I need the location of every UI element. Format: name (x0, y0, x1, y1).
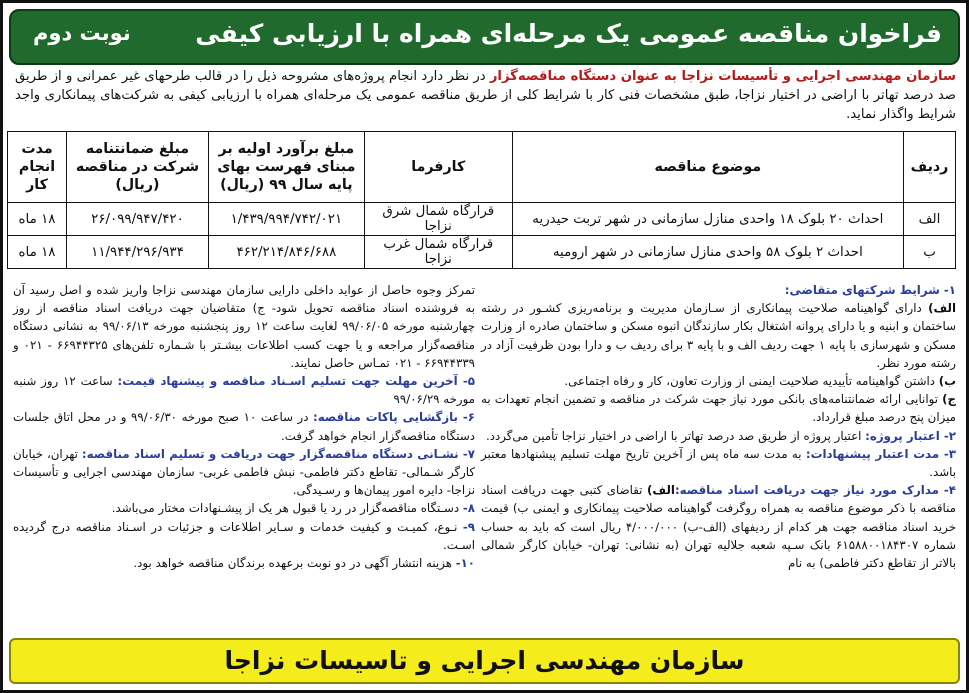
notice-title: فراخوان مناقصه عمومی یک مرحله‌ای همراه با ارزیابی کیفی (195, 19, 942, 48)
section-1-c (481, 390, 956, 426)
tender-table (7, 131, 956, 269)
section-1-b (481, 372, 956, 390)
conditions-body (13, 281, 956, 638)
item-text: هزینه انتشار آگهی در دو نوبت برعهده برندگان مناقصه خواهد بود. (133, 556, 456, 571)
item-text: اعتبار پروژه از طریق صد درصد تهاتر با اراضی در اختیار نزاجا تأمین می‌گردد. (485, 428, 866, 443)
footer-banner: سازمان مهندسی اجرایی و تاسیسات نزاجا (9, 638, 960, 684)
item-text: ساعت ۱۲ روز شنبه مورخه ۹۹/۰۶/۲۹ (13, 374, 475, 407)
item-text: داشتن گواهینامه تأییدیه صلاحیت ایمنی از وزارت تعاون، کار و رفاه اجتماعی. (564, 374, 939, 389)
section-8 (13, 499, 475, 517)
item-label: الف) (928, 301, 956, 316)
round-label: نوبت دوم (33, 21, 131, 45)
intro-text: در نظر دارد انجام پروژه‌های مشروحه ذیل را در قالب طرحهای غیر عمرانی و از طریق صد درصد تهاتر با اراضی در اختیار نزاجا، طبق مشخصات فنی کار با شرایط کلی از طریق مناقصه عمومی یک مرحله‌ای همراه با ارزیابی کیفی به شرکت‌های پیمانکاری واجد شرایط واگذار نماید. (15, 69, 956, 122)
row-estimate: ۴۶۲/۲۱۴/۸۴۶/۶۸۸ (208, 236, 364, 269)
item-text: دسـتگاه مناقصه‌گزار در رد یا قبول هر یک از پیشـنهادات مختار می‌باشد. (111, 501, 463, 516)
header-subject: موضوع مناقصه (512, 132, 903, 203)
section-8-label: ۸- (462, 501, 475, 516)
section-10-label: ۱۰- (455, 556, 475, 571)
item-label: ب) (938, 374, 956, 389)
section-4-continued: تمرکز وجوه حاصل از عواید داخلی دارایی سازمان مهندسی نزاجا واریز شده و اصل رسید آن به فروشنده اسناد مناقصه تحویل شود- ج) متقاضیان جهت دریافت اسناد مناقصه از روز چهارشنبه مورخه ۹۹/۰۶/۰۵ لغایت ساعت ۱۲ روز پنجشنبه مورخه ۹۹/۰۶/۱۳ به نشانی دستگاه مناقصه‌گزار مراجعه و یا جهت کسب اطلاعات بیشـتر با شـماره تلفن‌های ۶۶۹۴۴۳۲۵ - ۰۲۱ و ۶۶۹۴۴۳۳۹ - ۰۲۱ تمـاس حاصل نمایند. (13, 283, 476, 370)
row-guarantee: ۱۱/۹۴۴/۲۹۶/۹۳۴ (67, 236, 209, 269)
section-4-title: ۴- مدارک مورد نیاز جهت دریافت اسناد مناقصه: (674, 483, 956, 498)
row-subject: احداث ۲۰ بلوک ۱۸ واحدی منازل سازمانی در شهر تربت حیدریه (512, 203, 903, 236)
item-text: نـوع، کمیـت و کیفیت خدمات و سـایر اطلاعات و جزئیات در اسـناد مناقصه درج گردیده اسـت. (13, 519, 475, 552)
section-1-a (481, 299, 956, 372)
row-estimate: ۱/۴۳۹/۹۹۴/۷۴۲/۰۲۱ (208, 203, 364, 236)
row-subject: احداث ۲ بلوک ۵۸ واحدی منازل سازمانی در شهر ارومیه (512, 236, 903, 269)
item-text: تهران، خیابان کارگر شـمالی- تقاطع دکتر فاطمی- نبش فاطمی غربی- سازمان مهندسی اجرایی و تأسیسات نزاجا- دایره امور پیمان‌ها و رسـیدگی. (13, 446, 475, 498)
section-9 (13, 518, 475, 554)
section-1-title: ۱- شرایط شرکتهای متقاضی: (784, 283, 956, 297)
section-5 (13, 372, 475, 408)
table-row (8, 203, 956, 236)
intro-paragraph (15, 67, 956, 124)
row-no: الف (904, 203, 956, 236)
item-label: ج) (942, 392, 956, 407)
section-6-title: ۶- بازگشایی پاکات مناقصه: (313, 410, 475, 425)
section-2-title: ۲- اعتبار پروژه: (865, 428, 956, 443)
section-9-label: ۹- (462, 519, 475, 534)
notice-header (9, 9, 960, 65)
item-label: الف) (647, 483, 675, 498)
item-text: تقاضای کتبی جهت دریافت اسناد مناقصه با ذکر موضوع مناقصه به همراه روگرفت گواهینامه صلاحیت پیمانکاری و ایمنی ب) قیمت خرید اسناد مناقصه جهت هر کدام از ردیفهای (الف-ب) ۴/۰۰۰/۰۰۰ ریال است که باید به حساب شماره ۶۱۵۸۸۰۰۱۸۴۳۰۷ بانک سـپه شعبه جلالیه تهران (به نشانی: تهران- خیابان کارگر شمالی بالاتر از تقاطع دکتر فاطمی) به نام (481, 483, 956, 571)
section-7-title: ۷- نشـانی دستگاه مناقصه‌گزار جهت دریافت و تسلیم اسناد مناقصه: (81, 446, 475, 461)
table-row (8, 236, 956, 269)
table-header-row (8, 132, 956, 203)
section-2 (481, 427, 956, 445)
conditions-right-column (481, 281, 956, 638)
conditions-left-column (13, 281, 475, 638)
row-duration: ۱۸ ماه (8, 203, 67, 236)
header-duration: مدت انجام کار (8, 132, 67, 203)
row-employer: قرارگاه شمال غرب نزاجا (364, 236, 512, 269)
row-guarantee: ۲۶/۰۹۹/۹۴۷/۴۲۰ (67, 203, 209, 236)
header-guarantee: مبلغ ضمانتنامه شرکت در مناقصه (ریال) (67, 132, 209, 203)
section-7 (13, 445, 475, 500)
item-text: به مدت سه ماه پس از آخرین تاریخ مهلت تسلیم پیشنهادها معتبر باشد. (481, 446, 956, 480)
section-6 (13, 408, 475, 444)
section-3-title: ۳- مدت اعتبار پیشنهادات: (805, 446, 956, 461)
header-employer: کارفرما (364, 132, 512, 203)
header-row-no: ردیف (904, 132, 956, 203)
header-estimate: مبلغ برآورد اولیه بر مبنای فهرست بهای پایه سال ۹۹ (ریال) (208, 132, 364, 203)
row-duration: ۱۸ ماه (8, 236, 67, 269)
section-5-title: ۵- آخرین مهلت جهت تسلیم اسـناد مناقصه و پیشنهاد قیمت: (117, 374, 475, 389)
row-no: ب (904, 236, 956, 269)
item-text: دارای گواهینامه صلاحیت پیمانکاری از سـازمان مدیریت و برنامه‌ریزی کشـور در رشته ساختمان و ابنیه و یا دارای پروانه اشتغال بکار سازندگان انبوه مسکن و ساختمان صادره از وزارت مسکن و شهرسازی با پایه ۱ جهت ردیف الف و با پایه ۳ برای ردیف ب و دارا بودن ظرفیت آزاد در رشته مورد نظر. (481, 301, 956, 370)
organization-name: سازمان مهندسی اجرایی و تأسیسات نزاجا به عنوان دستگاه مناقصه‌گزار (489, 69, 956, 84)
item-text: در ساعت ۱۰ صبح مورخه ۹۹/۰۶/۳۰ و در محل اتاق جلسات دستگاه مناقصه‌گزار انجام خواهد گرفت. (13, 410, 475, 443)
section-3 (481, 445, 956, 481)
section-4 (481, 481, 956, 572)
section-10 (13, 554, 475, 572)
row-employer: قرارگاه شمال شرق نزاجا (364, 203, 512, 236)
item-text: توانایی ارائه ضمانتنامه‌های بانکی مورد نیاز جهت شرکت در مناقصه و تضمین انجام تعهدات به میزان پنج درصد مبلغ قرارداد. (481, 392, 956, 425)
